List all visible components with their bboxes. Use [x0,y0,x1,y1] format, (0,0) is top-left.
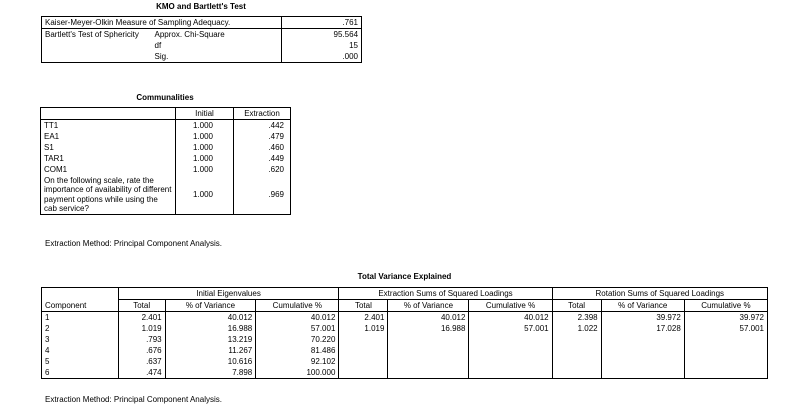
empty-cell [552,345,601,356]
empty-cell [388,356,469,367]
empty-cell [339,334,388,345]
row-initial: 1.000 [176,120,234,132]
extraction-cum: 40.012 [469,312,552,324]
row-label: On the following scale, rate the importance of availability of different payment options while using the cab service? [44,176,172,213]
extraction-cum: 57.001 [469,323,552,334]
initial-cum: 70.220 [256,334,339,345]
component-cell: 1 [45,313,50,322]
row-extraction: .969 [234,175,291,215]
variance-title: Total Variance Explained [357,272,452,281]
initial-total: 2.401 [118,312,165,324]
sub-pct: % of Variance [388,300,469,312]
sub-cum: Cumulative % [256,300,339,312]
sub-total: Total [552,300,601,312]
empty-cell [469,334,552,345]
group-initial: Initial Eigenvalues [118,288,339,300]
empty-cell [552,356,601,367]
empty-cell [339,356,388,367]
row-label: S1 [44,143,54,152]
row-label: TT1 [41,120,176,132]
col-extraction: Extraction [234,108,291,120]
sub-pct: % of Variance [601,300,684,312]
component-cell: 4 [45,346,50,355]
empty-cell [469,367,552,379]
component-cell: 3 [45,335,50,344]
initial-total: 1.019 [118,323,165,334]
table-row [42,323,768,334]
communalities-table [40,107,291,215]
empty-cell [469,356,552,367]
kmo-row [42,17,362,29]
component-cell: 2 [45,324,50,333]
empty-cell [684,334,767,345]
group-rotation: Rotation Sums of Squared Loadings [552,288,767,300]
table-row [41,164,291,175]
chi-label: Approx. Chi-Square [152,29,282,41]
sub-pct: % of Variance [165,300,256,312]
row-initial: 1.000 [176,131,234,142]
row-extraction: .620 [234,164,291,175]
initial-total: .637 [118,356,165,367]
sig-label: Sig. [154,52,169,61]
group-header-row [42,288,768,300]
extraction-total: 1.019 [339,323,388,334]
initial-total: .474 [118,367,165,379]
row-label: EA1 [44,132,60,141]
df-value: 15 [282,40,362,51]
group-extraction: Extraction Sums of Squared Loadings [339,288,552,300]
empty-cell [601,356,684,367]
kmo-value: .761 [282,17,362,29]
sub-cum: Cumulative % [684,300,767,312]
table-row [42,334,768,345]
initial-cum: 92.102 [256,356,339,367]
kmo-table [41,16,362,63]
row-initial: 1.000 [176,164,234,175]
row-initial: 1.000 [176,142,234,153]
initial-cum: 81.486 [256,345,339,356]
sub-total: Total [339,300,388,312]
empty-cell [339,367,388,379]
initial-pct: 11.267 [165,345,256,356]
empty-cell [601,334,684,345]
sub-cum: Cumulative % [469,300,552,312]
row-initial: 1.000 [176,175,234,215]
rotation-pct: 17.028 [601,323,684,334]
rotation-pct: 39.972 [601,312,684,324]
row-label: TAR1 [44,154,64,163]
component-header: Component [42,288,119,312]
row-extraction: .449 [234,153,291,164]
sub-total: Total [118,300,165,312]
col-initial: Initial [176,108,234,120]
rotation-total: 2.398 [552,312,601,324]
initial-pct: 13.219 [165,334,256,345]
table-row [42,367,768,379]
initial-pct: 7.898 [165,367,256,379]
kmo-label: Kaiser-Meyer-Olkin Measure of Sampling Adequacy. [45,18,231,27]
table-row [41,131,291,142]
initial-cum: 100.000 [256,367,339,379]
initial-pct: 10.616 [165,356,256,367]
variance-footnote: Extraction Method: Principal Component Analysis. [45,395,222,404]
extraction-pct: 16.988 [388,323,469,334]
empty-cell [388,345,469,356]
component-cell: 5 [45,357,50,366]
empty-cell [601,345,684,356]
table-row [41,153,291,164]
table-row [42,312,768,324]
initial-cum: 40.012 [256,312,339,324]
sub-header-row [42,300,768,312]
empty-cell [388,367,469,379]
initial-pct: 16.988 [165,323,256,334]
rotation-cum: 39.972 [684,312,767,324]
row-extraction: .460 [234,142,291,153]
initial-total: .793 [118,334,165,345]
variance-table [41,287,768,379]
empty-cell [684,345,767,356]
df-label: df [154,41,162,50]
extraction-pct: 40.012 [388,312,469,324]
empty-cell [684,356,767,367]
row-label: COM1 [44,165,68,174]
initial-cum: 57.001 [256,323,339,334]
empty-cell [388,334,469,345]
rotation-total: 1.022 [552,323,601,334]
component-cell: 6 [45,368,50,377]
table-row [42,345,768,356]
empty-cell [552,367,601,379]
empty-cell [469,345,552,356]
table-row [41,120,291,132]
communalities-title: Communalities [136,93,194,102]
empty-cell [552,334,601,345]
table-row [41,142,291,153]
empty-cell [684,367,767,379]
empty-cell [339,345,388,356]
table-row [41,175,291,215]
table-row [42,356,768,367]
initial-pct: 40.012 [165,312,256,324]
communalities-header [41,108,291,120]
row-extraction: .442 [234,120,291,132]
empty-cell [601,367,684,379]
communalities-footnote: Extraction Method: Principal Component Analysis. [45,239,222,248]
extraction-total: 2.401 [339,312,388,324]
rotation-cum: 57.001 [684,323,767,334]
bartlett-label: Bartlett's Test of Sphericity [42,29,152,63]
initial-total: .676 [118,345,165,356]
row-initial: 1.000 [176,153,234,164]
bartlett-row [42,29,362,41]
kmo-title: KMO and Bartlett's Test [156,2,246,11]
chi-value: 95.564 [282,29,362,41]
row-extraction: .479 [234,131,291,142]
sig-value: .000 [282,51,362,63]
